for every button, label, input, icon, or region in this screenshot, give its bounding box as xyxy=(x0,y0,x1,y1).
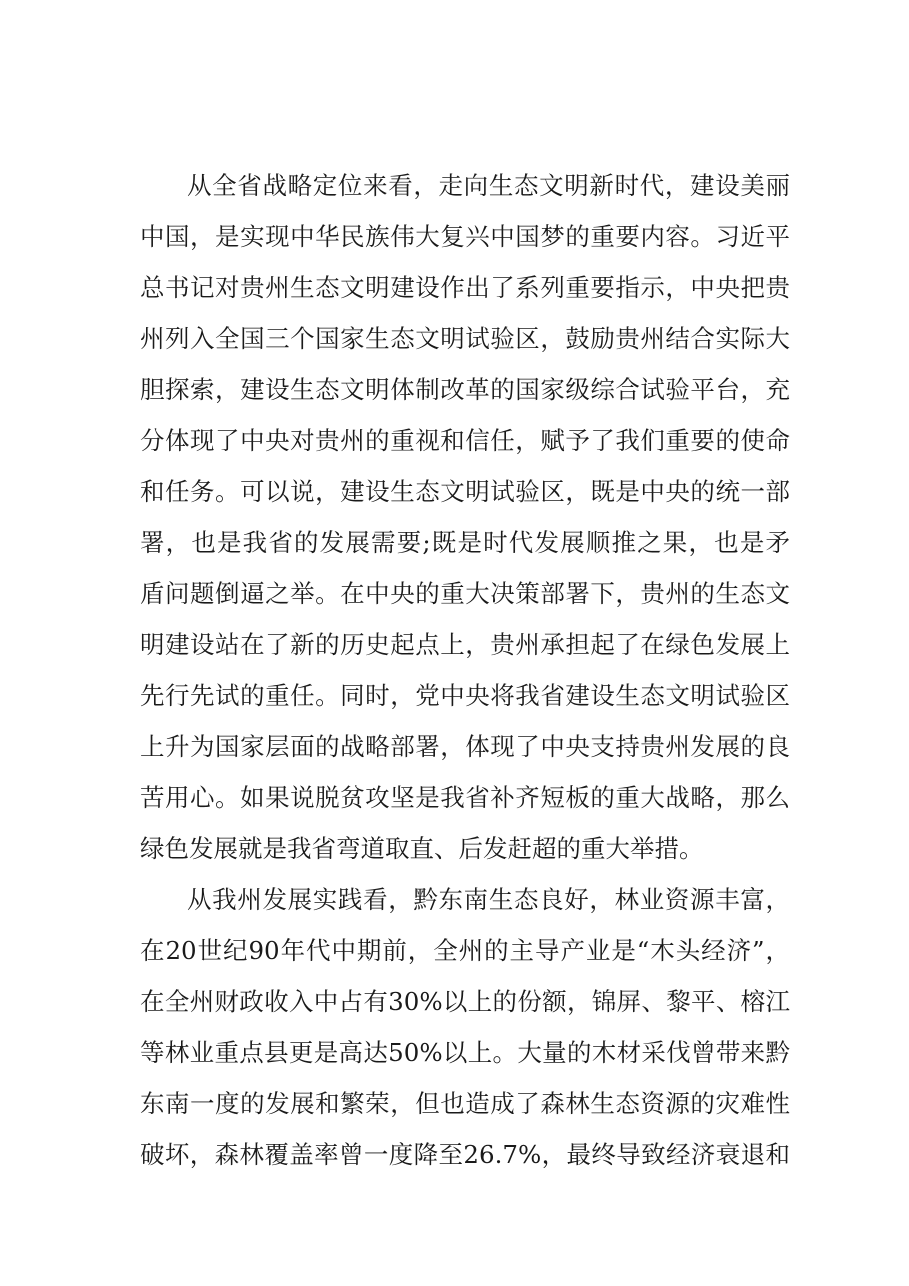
text-line: 苦用心。如果说脱贫攻坚是我省补齐短板的重大战略，那么 xyxy=(140,783,790,812)
text-line: 分体现了中央对贵州的重视和信任，赋予了我们重要的使命 xyxy=(140,426,790,455)
text-line: 从全省战略定位来看，走向生态文明新时代，建设美丽 xyxy=(187,171,790,200)
text-line: 中国，是实现中华民族伟大复兴中国梦的重要内容。习近平 xyxy=(140,222,790,251)
text-line: 署，也是我省的发展需要;既是时代发展顺推之果，也是矛 xyxy=(140,528,790,557)
text-line: 州列入全国三个国家生态文明试验区，鼓励贵州结合实际大 xyxy=(140,324,790,353)
document-body xyxy=(140,160,790,1180)
text-line: 盾问题倒逼之举。在中央的重大决策部署下，贵州的生态文 xyxy=(140,579,790,608)
text-line: 等林业重点县更是高达50%以上。大量的木材采伐曾带来黔 xyxy=(140,1038,790,1067)
text-line: 绿色发展就是我省弯道取直、后发赶超的重大举措。 xyxy=(140,834,704,863)
text-line: 上升为国家层面的战略部署，体现了中央支持贵州发展的良 xyxy=(140,732,790,761)
text-line: 在20世纪90年代中期前，全州的主导产业是“木头经济”， xyxy=(140,936,790,965)
text-line: 胆探索，建设生态文明体制改革的国家级综合试验平台，充 xyxy=(140,375,790,404)
text-line: 在全州财政收入中占有30%以上的份额，锦屏、黎平、榕江 xyxy=(140,987,790,1016)
text-line: 先行先试的重任。同时，党中央将我省建设生态文明试验区 xyxy=(140,681,790,710)
text-line: 总书记对贵州生态文明建设作出了系列重要指示，中央把贵 xyxy=(140,273,790,302)
paragraph-1 xyxy=(140,160,790,874)
text-line: 东南一度的发展和繁荣，但也造成了森林生态资源的灾难性 xyxy=(140,1089,790,1118)
text-line: 和任务。可以说，建设生态文明试验区，既是中央的统一部 xyxy=(140,477,790,506)
text-line: 从我州发展实践看，黔东南生态良好，林业资源丰富， xyxy=(187,885,790,914)
text-line: 明建设站在了新的历史起点上，贵州承担起了在绿色发展上 xyxy=(140,630,790,659)
paragraph-2 xyxy=(140,874,790,1180)
text-line: 破坏，森林覆盖率曾一度降至26.7%，最终导致经济衰退和 xyxy=(140,1140,790,1169)
